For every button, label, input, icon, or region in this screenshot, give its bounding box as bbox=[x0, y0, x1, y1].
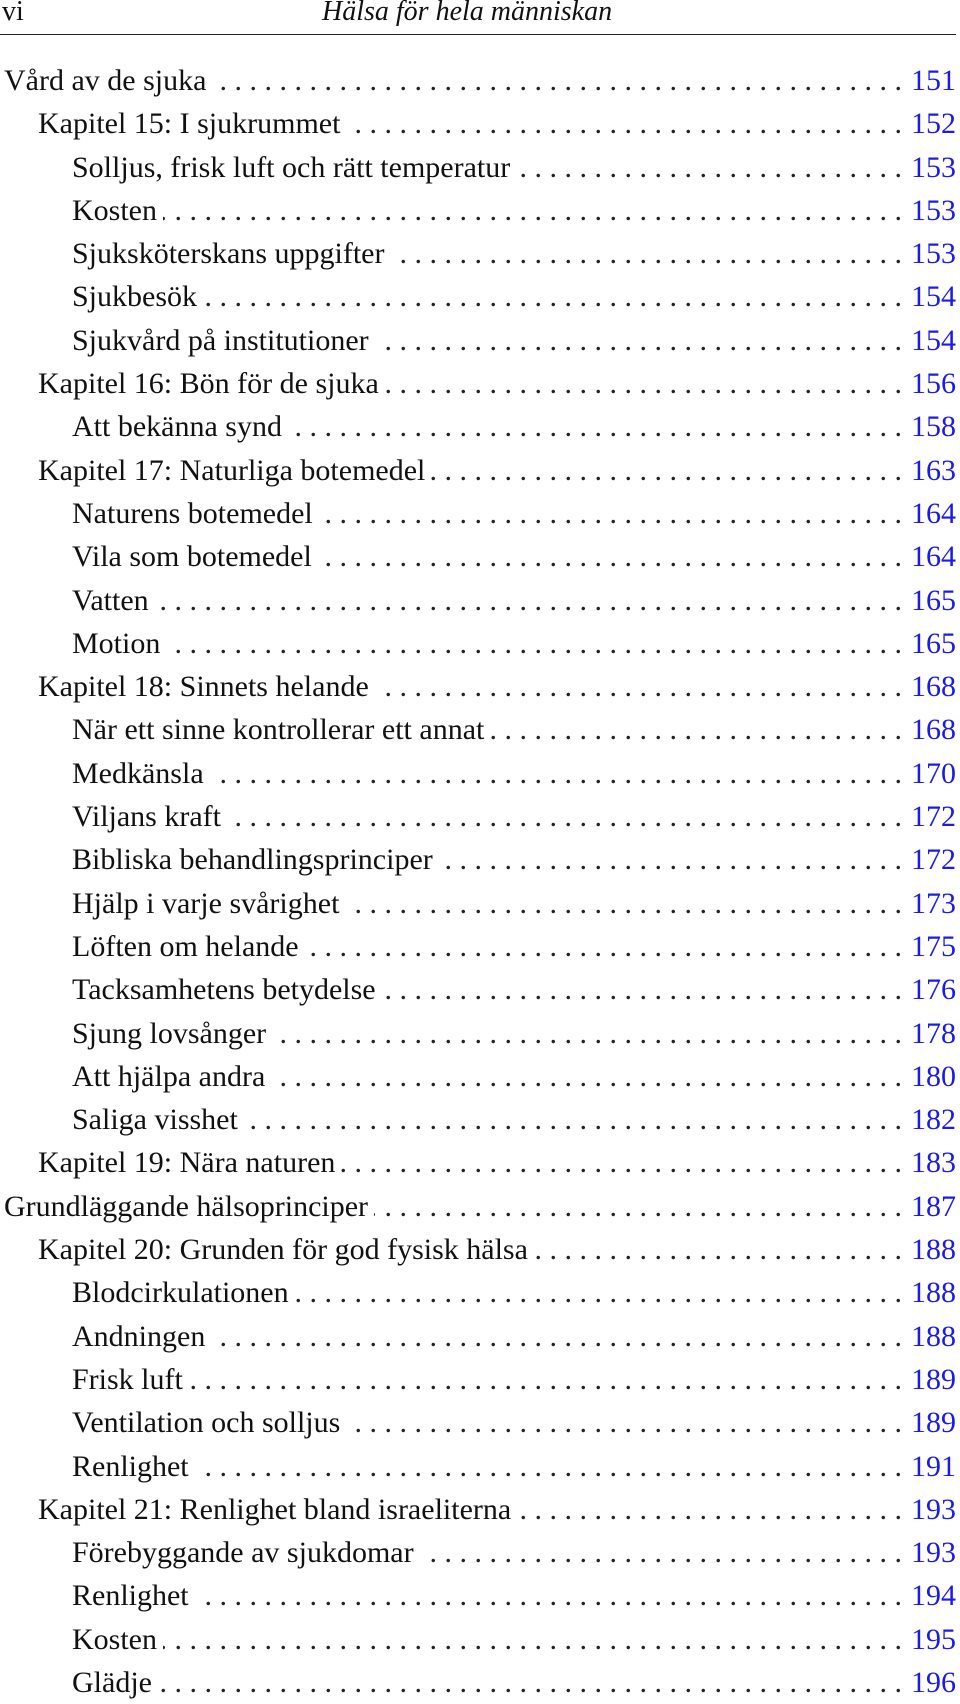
toc-page-link[interactable]: 188 bbox=[911, 1276, 956, 1310]
dot-leader bbox=[166, 622, 902, 665]
toc-page-link[interactable]: 153 bbox=[911, 150, 956, 184]
toc-entry[interactable] bbox=[0, 1098, 956, 1141]
toc-entry[interactable] bbox=[0, 1228, 956, 1271]
dot-leader bbox=[163, 189, 902, 232]
toc-entry-title[interactable]: Solljus, frisk luft och rätt temperatur bbox=[72, 150, 511, 184]
toc-page-link[interactable]: 173 bbox=[911, 886, 956, 920]
toc-page-link[interactable]: 188 bbox=[911, 1319, 956, 1353]
toc-entry-title[interactable]: Kapitel 20: Grunden för god fysisk hälsa bbox=[38, 1233, 528, 1267]
dot-leader bbox=[517, 1488, 902, 1531]
toc-entry[interactable] bbox=[0, 838, 956, 881]
dot-leader bbox=[158, 1661, 902, 1704]
toc-entry-title[interactable]: Kapitel 21: Renlighet bland israeliterna bbox=[38, 1492, 512, 1526]
toc-entry[interactable] bbox=[0, 1531, 956, 1574]
toc-page-link[interactable]: 196 bbox=[911, 1665, 956, 1699]
toc-entry[interactable] bbox=[0, 319, 956, 362]
toc-entry[interactable] bbox=[0, 665, 956, 708]
toc-page-link[interactable]: 154 bbox=[911, 323, 956, 357]
toc-page-link[interactable]: 189 bbox=[911, 1362, 956, 1396]
toc-entry[interactable] bbox=[0, 968, 956, 1011]
toc-entry-title[interactable]: Saliga visshet bbox=[72, 1103, 238, 1137]
toc-entry-title[interactable]: Förebyggande av sjukdomar bbox=[72, 1536, 414, 1570]
dot-leader bbox=[295, 1271, 902, 1314]
page-header bbox=[0, 0, 956, 35]
toc-page-link[interactable]: 152 bbox=[911, 107, 956, 141]
toc-page-link[interactable]: 193 bbox=[911, 1536, 956, 1570]
dot-leader bbox=[244, 1098, 902, 1141]
toc-entry[interactable] bbox=[0, 1618, 956, 1661]
toc-page-link[interactable]: 153 bbox=[911, 193, 956, 227]
toc-entry[interactable] bbox=[0, 622, 956, 665]
toc-entry-title[interactable]: Medkänsla bbox=[72, 756, 204, 790]
toc-entry[interactable] bbox=[0, 1271, 956, 1314]
toc-page-link[interactable]: 172 bbox=[911, 843, 956, 877]
toc-entry-title[interactable]: Vila som botemedel bbox=[72, 540, 312, 574]
toc-entry-title[interactable]: Sjung lovsånger bbox=[72, 1016, 267, 1050]
toc-page-link[interactable]: 154 bbox=[911, 280, 956, 314]
toc-entry-title[interactable]: Renlighet bbox=[72, 1579, 189, 1613]
table-of-contents bbox=[0, 59, 956, 1704]
toc-entry-title[interactable]: Naturens botemedel bbox=[72, 496, 313, 530]
toc-page-link[interactable]: 153 bbox=[911, 237, 956, 271]
toc-entry-title[interactable]: Vatten bbox=[72, 583, 149, 617]
toc-entry-title[interactable]: Kapitel 17: Naturliga botemedel bbox=[38, 453, 426, 487]
toc-entry-title[interactable]: Tacksamhetens betydelse bbox=[72, 973, 376, 1007]
toc-entry[interactable] bbox=[0, 189, 956, 232]
toc-entry[interactable] bbox=[0, 362, 956, 405]
dot-leader bbox=[288, 405, 902, 448]
toc-entry-title[interactable]: Sjukvård på institutioner bbox=[72, 323, 369, 357]
toc-page-link[interactable]: 168 bbox=[911, 670, 956, 704]
toc-entry[interactable] bbox=[0, 882, 956, 925]
dot-leader bbox=[319, 492, 902, 535]
toc-page-link[interactable]: 183 bbox=[911, 1146, 956, 1180]
dot-leader bbox=[431, 449, 902, 492]
toc-page-link[interactable]: 170 bbox=[911, 756, 956, 790]
toc-entry-title[interactable]: Blodcirkulationen bbox=[72, 1276, 289, 1310]
toc-entry[interactable] bbox=[0, 1358, 956, 1401]
toc-entry-title[interactable]: Att hjälpa andra bbox=[72, 1059, 266, 1093]
toc-entry[interactable] bbox=[0, 59, 956, 102]
toc-entry[interactable] bbox=[0, 752, 956, 795]
toc-entry-title[interactable]: Glädje bbox=[72, 1665, 152, 1699]
toc-entry-title[interactable]: Kapitel 15: I sjukrummet bbox=[38, 107, 341, 141]
toc-page-link[interactable]: 182 bbox=[911, 1103, 956, 1137]
toc-page-link[interactable]: 172 bbox=[911, 800, 956, 834]
dot-leader bbox=[346, 1401, 902, 1444]
toc-entry[interactable] bbox=[0, 1445, 956, 1488]
toc-entry[interactable] bbox=[0, 146, 956, 189]
toc-entry[interactable] bbox=[0, 492, 956, 535]
dot-leader bbox=[345, 882, 902, 925]
toc-entry[interactable] bbox=[0, 1315, 956, 1358]
toc-entry-title[interactable]: Motion bbox=[72, 626, 161, 660]
dot-leader bbox=[212, 59, 902, 102]
toc-entry-title[interactable]: Hjälp i varje svårighet bbox=[72, 886, 340, 920]
toc-page-link[interactable]: 180 bbox=[911, 1059, 956, 1093]
dot-leader bbox=[390, 232, 902, 275]
toc-entry-title[interactable]: Löften om helande bbox=[72, 929, 299, 963]
toc-entry-title[interactable]: Kapitel 19: Nära naturen bbox=[38, 1146, 336, 1180]
toc-page-link[interactable]: 193 bbox=[911, 1492, 956, 1526]
toc-page-link[interactable]: 178 bbox=[911, 1016, 956, 1050]
toc-page-link[interactable]: 187 bbox=[911, 1189, 956, 1223]
dot-leader bbox=[195, 1445, 902, 1488]
toc-entry-title[interactable]: Renlighet bbox=[72, 1449, 189, 1483]
toc-page-link[interactable]: 164 bbox=[911, 496, 956, 530]
toc-entry[interactable] bbox=[0, 925, 956, 968]
toc-entry[interactable] bbox=[0, 275, 956, 318]
toc-page-link[interactable]: 163 bbox=[911, 453, 956, 487]
toc-entry-title[interactable]: Sjuksköterskans uppgifter bbox=[72, 237, 385, 271]
dot-leader bbox=[271, 1055, 902, 1098]
toc-page-link[interactable]: 189 bbox=[911, 1406, 956, 1440]
toc-entry[interactable] bbox=[0, 708, 956, 751]
dot-leader bbox=[375, 665, 902, 708]
toc-page-link[interactable]: 194 bbox=[911, 1579, 956, 1613]
toc-entry[interactable] bbox=[0, 579, 956, 622]
dot-leader bbox=[210, 752, 902, 795]
toc-entry[interactable] bbox=[0, 1012, 956, 1055]
toc-entry-title[interactable]: Kapitel 18: Sinnets helande bbox=[38, 670, 369, 704]
toc-page-link[interactable]: 151 bbox=[911, 64, 956, 97]
dot-leader bbox=[305, 925, 902, 968]
toc-entry[interactable] bbox=[0, 405, 956, 448]
toc-entry-title[interactable]: När ett sinne kontrollerar ett annat bbox=[72, 713, 485, 747]
toc-page-link[interactable]: 168 bbox=[911, 713, 956, 747]
toc-entry[interactable] bbox=[0, 102, 956, 145]
toc-page-link[interactable]: 158 bbox=[911, 410, 956, 444]
toc-page-link[interactable]: 176 bbox=[911, 973, 956, 1007]
dot-leader bbox=[227, 795, 902, 838]
toc-entry-title[interactable]: Andningen bbox=[72, 1319, 206, 1353]
toc-entry-title[interactable]: Sjukbesök bbox=[72, 280, 198, 314]
dot-leader bbox=[375, 319, 902, 362]
toc-entry[interactable] bbox=[0, 1661, 956, 1704]
toc-page-link[interactable]: 191 bbox=[911, 1449, 956, 1483]
dot-leader bbox=[439, 838, 902, 881]
toc-page-link[interactable]: 165 bbox=[911, 583, 956, 617]
dot-leader bbox=[346, 102, 902, 145]
dot-leader bbox=[163, 1618, 902, 1661]
toc-entry[interactable] bbox=[0, 449, 956, 492]
toc-entry[interactable] bbox=[0, 1574, 956, 1617]
toc-entry-title[interactable]: Kapitel 16: Bön för de sjuka bbox=[38, 367, 379, 401]
toc-entry-title[interactable]: Kosten bbox=[72, 193, 157, 227]
toc-entry[interactable] bbox=[0, 1488, 956, 1531]
toc-page-link[interactable]: 175 bbox=[911, 929, 956, 963]
dot-leader bbox=[490, 708, 902, 751]
toc-entry[interactable] bbox=[0, 535, 956, 578]
toc-entry[interactable] bbox=[0, 1185, 956, 1228]
toc-entry-title[interactable]: Bibliska behandlingsprinciper bbox=[72, 843, 433, 877]
dot-leader bbox=[516, 146, 902, 189]
toc-entry-title[interactable]: Att bekänna synd bbox=[72, 410, 282, 444]
toc-entry-title[interactable]: Grundläggande hälsoprinciper bbox=[4, 1189, 369, 1223]
toc-entry[interactable] bbox=[0, 1141, 956, 1184]
page-number: vi bbox=[2, 0, 24, 27]
toc-page-link[interactable]: 195 bbox=[911, 1622, 956, 1656]
dot-leader bbox=[155, 579, 902, 622]
dot-leader bbox=[420, 1531, 902, 1574]
dot-leader bbox=[385, 362, 902, 405]
dot-leader bbox=[272, 1012, 902, 1055]
toc-page-link[interactable]: 188 bbox=[911, 1233, 956, 1267]
toc-entry[interactable] bbox=[0, 1401, 956, 1444]
toc-entry-title[interactable]: Viljans kraft bbox=[72, 800, 221, 834]
toc-entry-title[interactable]: Ventilation och solljus bbox=[72, 1406, 341, 1440]
dot-leader bbox=[382, 968, 902, 1011]
dot-leader bbox=[189, 1358, 902, 1401]
toc-entry[interactable] bbox=[0, 1055, 956, 1098]
toc-entry-title[interactable]: Kosten bbox=[72, 1622, 157, 1656]
toc-entry-title[interactable]: Vård av de sjuka bbox=[4, 64, 207, 97]
dot-leader bbox=[203, 275, 902, 318]
dot-leader bbox=[195, 1574, 902, 1617]
dot-leader bbox=[211, 1315, 902, 1358]
dot-leader bbox=[341, 1141, 902, 1184]
toc-entry[interactable] bbox=[0, 232, 956, 275]
dot-leader bbox=[534, 1228, 902, 1271]
toc-page-link[interactable]: 164 bbox=[911, 540, 956, 574]
dot-leader bbox=[318, 535, 902, 578]
toc-entry-title[interactable]: Frisk luft bbox=[72, 1362, 183, 1396]
toc-page-link[interactable]: 156 bbox=[911, 367, 956, 401]
toc-page-link[interactable]: 165 bbox=[911, 626, 956, 660]
toc-entry[interactable] bbox=[0, 795, 956, 838]
running-title: Hälsa för hela människan bbox=[322, 0, 613, 27]
dot-leader bbox=[374, 1185, 902, 1228]
